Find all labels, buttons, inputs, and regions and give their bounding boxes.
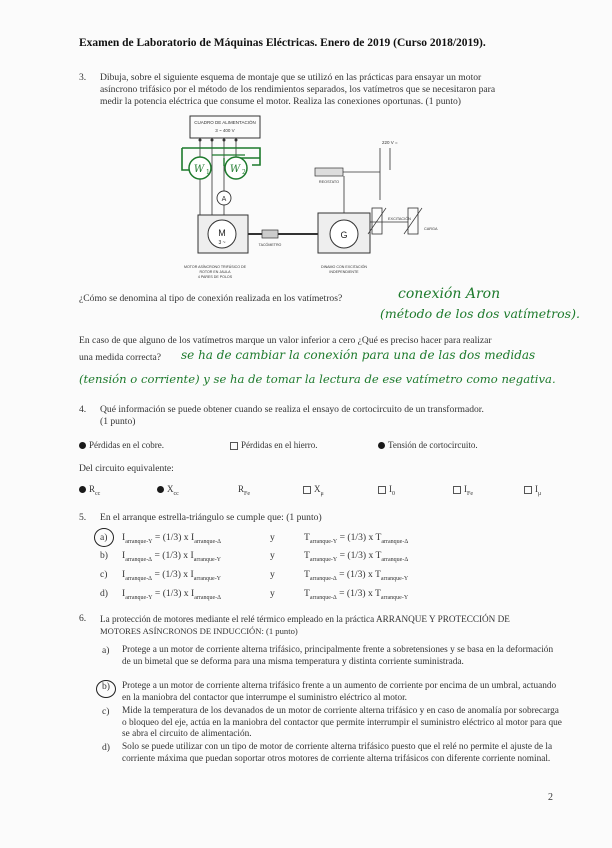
q5-option-row[interactable] — [100, 532, 408, 548]
svg-text:CARGA: CARGA — [424, 227, 438, 231]
q6-option-d-letter[interactable]: d) — [102, 742, 110, 753]
wiring-diagram — [150, 110, 480, 292]
q4-equivalent-circuit-label: Del circuito equivalente: — [79, 463, 174, 474]
q3-question-b-2: una medida correcta? — [79, 352, 162, 363]
exam-title: Examen de Laboratorio de Máquinas Eléctricas. Enero de 2019 (Curso 2018/2019). — [79, 37, 486, 49]
empty-checkbox-icon — [453, 486, 461, 494]
q3-line-2: asíncrono trifásico por el método de los rendimientos separados, los vatímetros que se necesitaron para — [100, 84, 496, 95]
q6-option-b-letter[interactable]: b) — [102, 681, 110, 692]
q5-number: 5. — [79, 512, 87, 523]
q5-torque-formula: $T_{arranque-Y} = (1/3)$ x $T_{arranque-\Delta}$ — [304, 550, 409, 563]
svg-text:1: 1 — [206, 169, 210, 176]
q4-option-imu[interactable]: $I_\mu$ — [524, 484, 541, 497]
svg-text:W: W — [193, 164, 205, 175]
q5-torque-formula: $T_{arranque-\Delta} = (1/3)$ x $T_{arranque-Y}$ — [304, 588, 409, 601]
svg-text:EXCITACIÓN: EXCITACIÓN — [388, 217, 411, 221]
q4-option-rcc[interactable]: $R_{cc}$ — [79, 484, 100, 497]
checked-mark-icon — [157, 486, 164, 493]
q5-current-formula: $I_{arranque-Y} = (1/3)$ x $I_{arranque-\Delta}$ — [122, 532, 222, 545]
q3-answer-a-line-2: (método de los dos vatímetros). — [380, 306, 580, 321]
svg-text:A: A — [221, 196, 227, 203]
q4-option-copper-losses[interactable]: Pérdidas en el cobre. — [79, 440, 164, 450]
q5-option-row[interactable] — [100, 569, 408, 585]
q5-option-letter: b) — [100, 550, 108, 561]
q3-answer-a-line-1: conexión Aron — [398, 286, 501, 302]
q6-number: 6. — [79, 613, 87, 624]
q6-option-b-text[interactable]: Protege a un motor de corriente alterna trifásico frente a un aumento de corriente por encima de un umbral, actuando en la maniobra del contactor que interrumpe el suministro eléctrico al motor. — [122, 681, 557, 703]
svg-text:ROTOR EN JAULA: ROTOR EN JAULA — [199, 270, 231, 274]
checked-mark-icon — [378, 442, 385, 449]
q5-text: En el arranque estrella-triángulo se cumple que: (1 punto) — [100, 512, 322, 523]
q6-option-a-text[interactable]: Protege a un motor de corriente alterna trifásico, principalmente frente a sobretensiones y se basa en la deformación de un bimetal que se deforma para una misma temperatura y distinta corriente suministrada. — [122, 645, 554, 667]
tachometer — [262, 230, 278, 238]
empty-checkbox-icon — [230, 442, 238, 450]
q5-torque-formula: $T_{arranque-\Delta} = (1/3)$ x $T_{arranque-Y}$ — [304, 569, 409, 582]
svg-text:2: 2 — [242, 169, 246, 176]
q6-line-1: La protección de motores mediante el relé térmico empleado en la práctica ARRANQUE Y PROTECCIÓN DE — [100, 614, 510, 624]
q4-option-ife[interactable]: $I_{Fe}$ — [453, 484, 473, 497]
q3-line-1: Dibuja, sobre el siguiente esquema de montaje que se utilizó en las prácticas para ensayar un motor — [100, 72, 482, 83]
q5-option-row[interactable] — [100, 588, 408, 604]
q6-option-c-text[interactable]: Mide la temperatura de los devanados de un motor de corriente alterna trifásico y en caso de anomalía por sobrecarga o bloqueo del eje, actúa en la maniobra del contactor que permite interrumpir el suministro eléctrico al motor para que se abra el circuito de alimentación. — [122, 706, 562, 739]
q6-option-a-letter[interactable]: a) — [102, 645, 110, 656]
q5-torque-formula: $T_{arranque-Y} = (1/3)$ x $T_{arranque-\Delta}$ — [304, 532, 409, 545]
q5-option-letter: d) — [100, 588, 108, 599]
q3-answer-b-line-1: se ha de cambiar la conexión para una de las dos medidas — [181, 348, 536, 362]
q4-option-short-circuit-voltage[interactable]: Tensión de cortocircuito. — [378, 440, 478, 450]
supply-voltage: 3 ~ 400 V — [215, 128, 235, 133]
q3-number: 3. — [79, 72, 87, 83]
q3-question-b: En caso de que alguno de los vatímetros marque un valor inferior a cero ¿Qué es preciso hacer para realizar — [79, 335, 492, 346]
empty-checkbox-icon — [303, 486, 311, 494]
q5-option-row[interactable] — [100, 550, 408, 566]
q5-conjunction: y — [270, 532, 275, 543]
checked-mark-icon — [79, 486, 86, 493]
svg-text:REOSTATO: REOSTATO — [318, 180, 340, 184]
checked-mark-icon — [79, 442, 86, 449]
svg-text:INDEPENDIENTE: INDEPENDIENTE — [329, 270, 359, 274]
q6-option-d-text[interactable]: Solo se puede utilizar con un tipo de motor de corriente alterna trifásico puesto que el relé no permite el ajuste de la corriente máxima que puedan soportar otros motores de corriente alterna trifásicos con diferente corriente nominal. — [122, 742, 553, 764]
svg-text:W: W — [229, 164, 241, 175]
q5-current-formula: $I_{arranque-\Delta} = (1/3)$ x $I_{arranque-Y}$ — [122, 569, 222, 582]
q4-option-rfe[interactable]: $R_{Fe}$ — [238, 484, 251, 497]
q4-number: 4. — [79, 404, 87, 415]
q4-points: (1 punto) — [100, 416, 136, 427]
q3-line-3: medir la potencia eléctrica que consume el motor. Realiza las conexiones oportunas. (1 punto) — [100, 96, 461, 107]
rheostat — [315, 168, 343, 176]
page-number: 2 — [548, 792, 553, 803]
dc-supply-label: 220 V = — [382, 140, 398, 145]
q6-option-c-letter[interactable]: c) — [102, 706, 110, 717]
empty-checkbox-icon — [378, 486, 386, 494]
supply-label: CUADRO DE ALIMENTACIÓN — [194, 120, 256, 125]
svg-text:MOTOR ASÍNCRONO TRIFÁSICO DE: MOTOR ASÍNCRONO TRIFÁSICO DE — [184, 265, 246, 269]
generator-letter: G — [340, 230, 348, 240]
q4-text: Qué información se puede obtener cuando se realiza el ensayo de cortocircuito de un transformador. — [100, 404, 484, 415]
svg-text:3 ~: 3 ~ — [218, 240, 226, 246]
q3-answer-b-line-2: (tensión o corriente) y se ha de tomar la lectura de ese vatímetro como negativa. — [79, 372, 556, 386]
svg-text:TACÓMETRO: TACÓMETRO — [258, 243, 282, 247]
q3-question-a: ¿Cómo se denomina al tipo de conexión realizada en los vatímetros? — [79, 293, 343, 304]
q4-option-xcc[interactable]: $X_{cc}$ — [157, 484, 179, 497]
q5-current-formula: $I_{arranque-Y} = (1/3)$ x $I_{arranque-\Delta}$ — [122, 588, 222, 601]
svg-text:DINAMO CON EXCITACIÓN: DINAMO CON EXCITACIÓN — [320, 265, 368, 269]
q5-conjunction: y — [270, 569, 275, 580]
q5-option-letter: a) — [100, 532, 108, 543]
q5-conjunction: y — [270, 588, 275, 599]
q4-option-xmu[interactable]: $X_\mu$ — [303, 484, 324, 497]
q5-current-formula: $I_{arranque-\Delta} = (1/3)$ x $I_{arranque-Y}$ — [122, 550, 222, 563]
q6-line-2: MOTORES ASÍNCRONOS DE INDUCCIÓN: (1 punto) — [100, 626, 298, 636]
motor-letter: M — [218, 228, 226, 238]
q4-option-iron-losses[interactable]: Pérdidas en el hierro. — [230, 440, 317, 450]
q4-option-i0[interactable]: $I_0$ — [378, 484, 395, 497]
q5-option-letter: c) — [100, 569, 108, 580]
svg-text:4 PARES DE POLOS: 4 PARES DE POLOS — [197, 275, 233, 279]
empty-checkbox-icon — [524, 486, 532, 494]
q5-conjunction: y — [270, 550, 275, 561]
